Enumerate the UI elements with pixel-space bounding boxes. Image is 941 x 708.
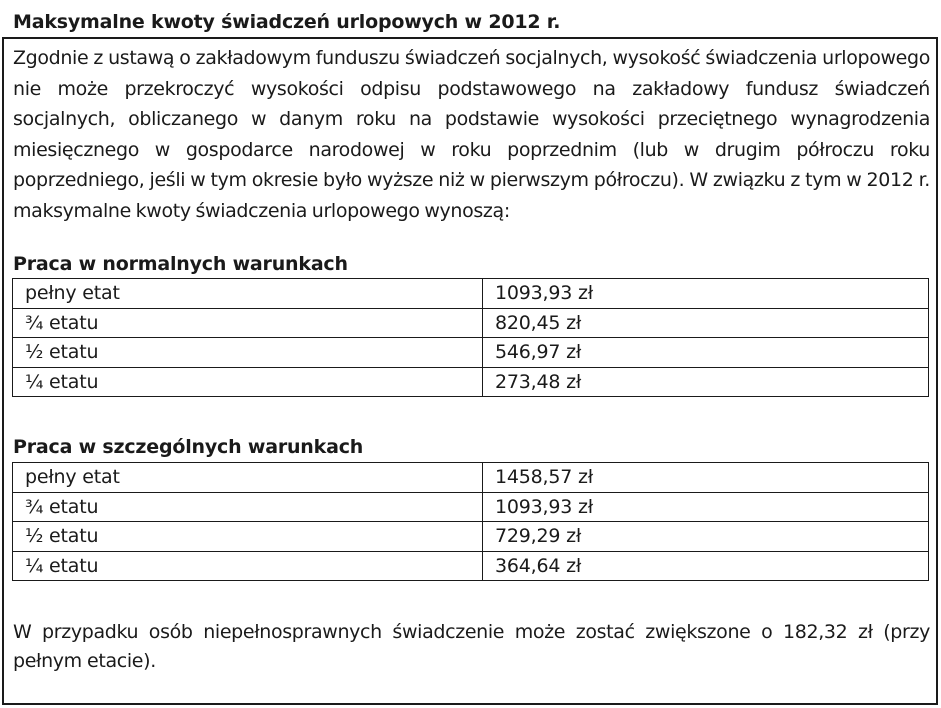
section-heading-special: Praca w szczególnych warunkach xyxy=(13,436,364,458)
table-row xyxy=(13,279,929,309)
intro-paragraph: Zgodnie z ustawą o zakładowym funduszu świadczeń socjalnych, wysokość świadczenia urlopowego nie może przekroczyć wysokości odpisu podstawowego na zakładowy fundusz świadczeń socjalnych, obliczanego w danym roku na podstawie wysokości przeciętnego wynagrodzenia miesięcznego w gospodarce narodowej w roku poprzednim (lub w drugim półroczu roku poprzedniego, jeśli w tym okresie było wyższe niż w pierwszym półroczu). W związku z tym w 2012 r. maksymalne kwoty świadczenia urlopowego wynoszą: xyxy=(13,47,930,222)
row-label: ¾ etatu xyxy=(13,308,483,338)
row-label: ½ etatu xyxy=(13,522,483,552)
row-label: ¼ etatu xyxy=(13,551,483,581)
row-amount: 364,64 zł xyxy=(483,551,929,581)
table-row xyxy=(13,367,929,397)
row-amount: 729,29 zł xyxy=(483,522,929,552)
table-row xyxy=(13,338,929,368)
row-label: ¾ etatu xyxy=(13,492,483,522)
row-label: ½ etatu xyxy=(13,338,483,368)
table-row xyxy=(13,522,929,552)
row-amount: 1093,93 zł xyxy=(483,279,929,309)
row-label: pełny etat xyxy=(13,463,483,493)
rates-table-normal xyxy=(12,278,929,397)
row-amount: 273,48 zł xyxy=(483,367,929,397)
table-row xyxy=(13,308,929,338)
row-label: pełny etat xyxy=(13,279,483,309)
document-title: Maksymalne kwoty świadczeń urlopowych w 2012 r. xyxy=(13,11,561,33)
closing-note: W przypadku osób niepełnosprawnych świadczenie może zostać zwiększone o 182,32 zł (przy pełnym etacie). xyxy=(13,621,930,672)
section-heading-normal: Praca w normalnych warunkach xyxy=(13,253,348,275)
row-amount: 546,97 zł xyxy=(483,338,929,368)
table-row xyxy=(13,463,929,493)
row-amount: 1093,93 zł xyxy=(483,492,929,522)
rates-table-special xyxy=(12,462,929,581)
table-row xyxy=(13,492,929,522)
row-label: ¼ etatu xyxy=(13,367,483,397)
row-amount: 820,45 zł xyxy=(483,308,929,338)
table-row xyxy=(13,551,929,581)
row-amount: 1458,57 zł xyxy=(483,463,929,493)
